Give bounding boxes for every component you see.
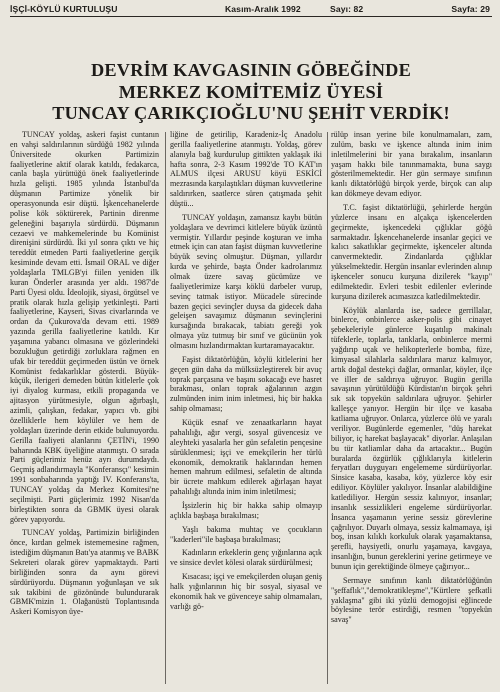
publication-name: İŞÇİ-KÖYLÜ KURTULUŞU xyxy=(10,4,118,14)
article-column-3 xyxy=(331,130,492,686)
column-2-paragraph-7: Kadınların erkeklerin genç yığınlarına açık ve sinsice devlet kölesi olarak sürdürülmesi; xyxy=(170,548,322,568)
column-divider-1 xyxy=(165,132,166,684)
page-number: Sayfa: 29 xyxy=(451,4,490,14)
column-2-paragraph-6: Yaşlı bakıma muhtaç ve çocukların "kaderleri"ile başbaşa bırakılması; xyxy=(170,524,322,544)
column-2-paragraph-5: İşsizlerin hiç bir hakka sahip olmayıp açlıkla başbaşa bırakılması; xyxy=(170,500,322,520)
column-1-paragraph-1: TUNCAY yoldaş, askeri faşist cuntanın en vahşi saldırılarının sürdüğü 1982 yılında Üniversitede okurken Partimizin faaliyetlerine aktif olarak katıldı, fedakarca, canla başla yürüttüğü önek faaliyetlerinde hızla gelişti. 1985 yılında İstanbul'da düşmanın Partimize yönelik bir operasyonunda esir düştü. İşkencehanelerde polise kök söktürerek, Partinin direnme geleneğini başarıyla sürdürdü. Düşmanın cezaevi ve mahkemelerinde bu Komünist direnişini sürdürdü. İki yıl sonra çıktı ve hiç tereddüt etmeden Parti faaliyetlerine gerçik kesiminde devam etti. İsmail ORAL ve diğer yoldaşlarla TMLGB'yi fiilen yeniden ilk kuran Önderler arasında yer aldı. 1987'de Parti Üyesi oldu. İdeolojik, siyasi, örgütsel ve pratik olarak hızla gelişip yetkinleşti. Parti faaliyetlerine, Kayseri, Sivas civarlarında ve ordan da Çukurova'da devam etti. 1989 yazında gerilla faaliyetlerine katıldı. Kır yaşamına yabancı olmasına ve gözlerindeki bozukluğun getirdiği zorluklara rağmen en ufak bir tereddüt geçirmeden üstün ve örnek Komünist fedakarlıklar gösterdi. Büyük-küçük, ilerigeri demeden bütün kitlelerle çok iyi diyalog kurması, etkili propaganda ve ajitasyon yürütmesiyle, olgun ağırbaşlı, azimli, çalışkan, fedakar, yapıcı vb. gibi özelliklerle hem köylüler ve hem de yoldaşları üzerinde derin etkide bulunuyordu. Gerilla faaliyeti alanlarını ÇETİN'i, 1990 baharında KBK üyeliğine atanmıştı. O sırada Parti güçlerimiz henüz ayrı durumdaydı. Geçmiş adlandırmayla "Konferansçı" kesimin 1991 sonbaharında yaptığı IV. Konferans'ta, TUNCAY yoldaş da Merkez Komitesi'ne seçilmişti. Parti güçlerimiz 1992 Nisan'da birleştikten sonra da GBMK üyesi olarak görev yapıyordu. xyxy=(10,130,159,524)
column-3-paragraph-1: rülüp insan yerine bile konulmamaları, zam, zulüm, baskı ve işkence altında inim inim inletilmelerini bir yana bırakalım, insanların yaşam hakkı bile tanınmamakta, buna saygı gösterilmemektedir. Her gün sermaye sınıfının kanlı diktatörlüğü birçok yerde, birçok can alıp kan dökmeye devam ediyor. xyxy=(331,130,492,199)
column-1-paragraph-2: TUNCAY yoldaş, Partimizin birliğinden önce, kırdan gelmek istememesine rağmen, istediğim düşmanın Batı'ya atanmış ve BABK Sekreteri olarak görev yapmaktaydı. Parti birliğinden sonra da aynı görevi sürdürüyordu. Düşmanın yoğunlaşan ve sık sık takibini de gözönünde bulundurarak GBMK'mizin 1. Olağanüstü Toplantısında Askeri Komisyon üye- xyxy=(10,528,159,617)
issue-date: Kasım-Aralık 1992 xyxy=(225,4,301,14)
column-divider-2 xyxy=(327,132,328,684)
masthead xyxy=(10,3,492,17)
column-2-paragraph-2: TUNCAY yoldaşın, zamansız kaybı bütün yoldaşlara ve devrimci kitlelere büyük üzüntü vermiştir. Yıllardır peşinde koşturan ve imha etmek için can atan faşist düşman kuvvetlerine büyük sevinç olmuştur. Düşman, yıllardır kırda ve şehirde, başta Önder kadrolarımız olmak üzere savaş gücümüze ve faaliyetlerimize karşı köklü darbeler vurup, sevinç tatmak istiyor. Mücadele sürecinde bazen geçici sevinçler duysa da gidecek daha geleişen savaşımız düşmanın sevinçlerini kursağında bırakacak, tabiatı gereği yok olmaya yüz tutmuş bir sınıf ve gücünün yok olmasını hızlandırmaktan kurtaramayacaktır. xyxy=(170,212,322,351)
headline-line-2: MERKEZ KOMİTEMİZ ÜYESİ xyxy=(118,81,384,102)
issue-number: Sayı: 82 xyxy=(330,4,364,14)
column-3-paragraph-3: Köylük alanlarda ise, sadece gerrillalar, binlerce, onbinlerce asker-polis gibi cinayet şebekeleriyle günlerce kuşatılıp makinalı tüfeklerle, toplarla, tanklarla, onbinlerce mermi yağdırıp uçak ve helikopterlerle bomba, füze, kimyasal silahlarla saldırılara maruz kalmıyor, artık doğal destekçi dağlar, ormanlar, köyler, ilçe ve iller de saldırıya uğruyor. Bugün gerilla savaşının yürütüldüğü Kürdistan'ın birçok şehri sık sık topyekün saldırılara uğruyor. Şehirler kalleşçe yanıyor. Hergün bir ilçe ve kasaba katliama uğruyor. Onlarca, yüzlerce ölü ve yaralı veriliyor. Bugünlerde egemenler, "düş harekat biliyor, iç harekat başlayacak" diyorlar. Anlaşılan bu tür katliamlar daha da artacaktır... Bugün buralarda özgürlük çığlıklarıyla kitlelerin feryatları duyguyarı engelememe sürdürüyorlar. Sinsice kasaba, kasaba, köy, yüzlerce köy esir ediliyor. Köylüler yakılıyor. İnsanlar alabildiğine katlediliyor. Hergün sessiz kalınıyor, insanlar; insanlık sessizlikleri engeleme sürdürüyorlar. İnsanca yaşamanın yerine sessiz görevlerine çağrılıyor. Duyarlı olmaya, sessiz kalmamaya, işi boş, insan kılıklı korkuluk olarak yaşamaktansa, şerefli, haysiyetli, onurlu yaşamaya, kavgaya, insanlığın, bunun gereklerini yerine getirmeye ve bunun için gerektiğinde ölmeye çağırıyor... xyxy=(331,305,492,571)
headline-line-1: DEVRİM KAVGASININ GÖBEĞİNDE xyxy=(91,60,411,80)
article-column-1 xyxy=(10,130,159,686)
article-headline xyxy=(10,60,492,125)
column-2-paragraph-4: Küçük esnaf ve zenaatkarların hayat pahalılığı, ağır vergi, sosyal güvencesiz ve aleyhteki yasalarla her gün sefaletin pençesine sürüklenmesi; işçi ve emekçilerin her türlü ekonomik, demokratik haklarından hemen hemen mahrum edilmesi, sefaletin de altında bir ücrete mahkum edilerek ağırlaşan hayat pahalılığı altında inim inim inletilmesi; xyxy=(170,418,322,497)
article-column-2 xyxy=(170,130,322,686)
column-3-paragraph-4: Sermaye sınıfının kanlı diktatörlüğünün "şeffaflık","demokratikleşme","Kürtlere şefkatli yaklaşma" gibi iki yüzlü demogojisi eğlincede böylesine terör estirdiği, resmen "topyekün savaş" xyxy=(331,575,492,625)
column-3-paragraph-2: T.C. faşist diktatörlüğü, şehirlerde hergün yüzlerce insanı en alçakça işkencelerden geçirmekte, işkencedeki çığlıklar göğü sarmaktadır. İşkencehanelerde insanlar geçici ve kalıcı sakatlıklar geçirmekte, işkenceler altında canvermektedir. Zindanlarda çığlıklar yükselmektedir. Hergün insanlar evlerinden alınıp işkenceler sonucu kurşuna dizilerek "kayıp" edilmektedir. Evleri tesbit edilenler evlerinde kurşuna dizilerek acımasızca katledilmektedir. xyxy=(331,203,492,301)
column-2-paragraph-8: Kısacası; işçi ve emekçilerden oluşan geniş halk yığınlarının hiç bir sosyal, siyasal ve ekonomik hak ve güvenceye sahip olmamaları, varlığı gö- xyxy=(170,572,322,611)
headline-line-3: TUNCAY ÇARIKÇIOĞLU'NU ŞEHİT VERDİK! xyxy=(52,103,450,123)
column-2-paragraph-1: liğine de getirilip, Karadeniz-İç Anadolu gerilla faaliyetlerine atanmıştı. Yoldaş, görev alanıyla bağ kurdurulup gittikten yaklaşık iki hafta sonra, 2-3 Kasım 1992'de TO KAT'ın ALMUS ilçesi ARUSU köyü ESKİCİ mezrasında karşılaştıkları düşman kuvvetlerine saldırırken, saatlerce süren çatışmada şehit düştü... xyxy=(170,130,322,209)
column-2-paragraph-3: Faşist diktatörlüğün, köylü kitlelerini her geçen gün daha da mülksüzleştirerek bir avuç toprak parçasına ve başını sokacağı eve hasret bırakması, onları toprak ağalarının azgın zulmünden inim inim inletmesi, hiç bir hakka sahip olmaması; xyxy=(170,354,322,414)
